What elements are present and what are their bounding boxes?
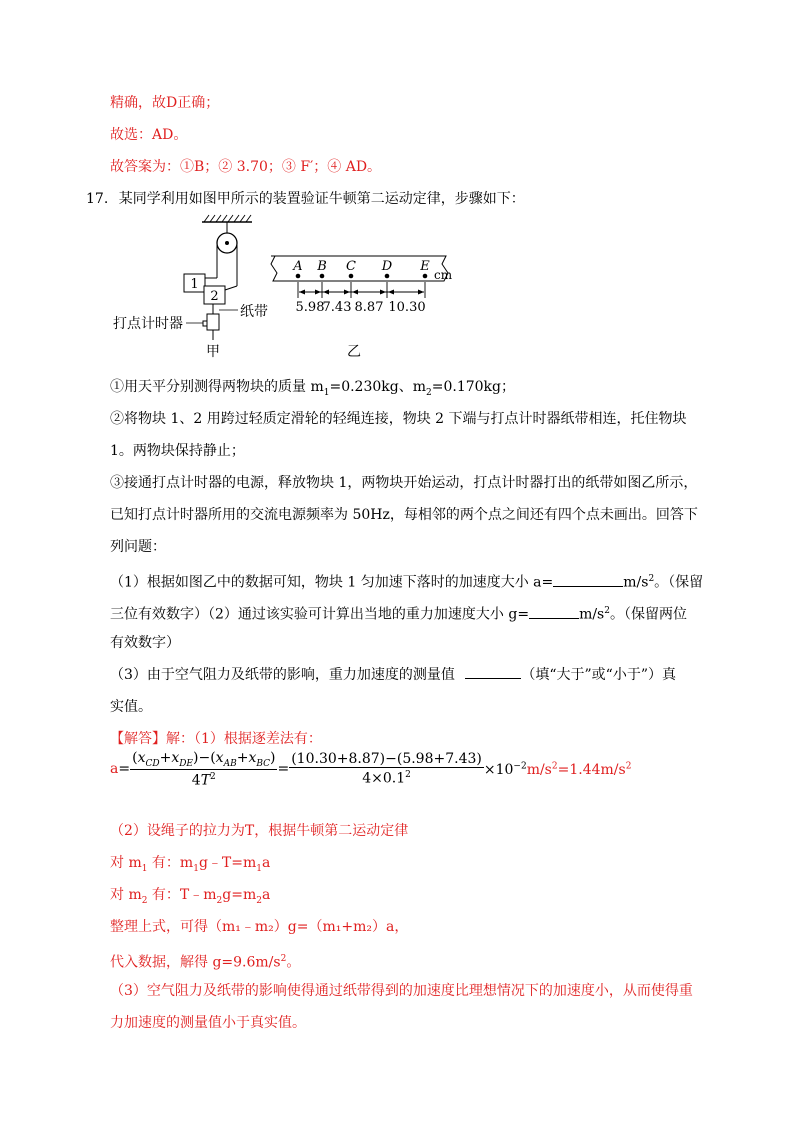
answer-formula: a= $\frac{(x_{CD}+x_{DE})-(x_{AB}+x_{BC})}{4T^2}$ = $\frac{(10.30+8.87)-(5.98+7.43)}{4\times 0.1^2}$ $\times 10^{-2}m/s^2=1.44m/s^2$ — [110, 750, 632, 789]
point-b: B — [317, 259, 327, 274]
question-3-text: （3）由于空气阻力及纸带的影响，重力加速度的测量值 — [110, 667, 455, 683]
answer-blank-compare[interactable] — [465, 666, 521, 679]
question-3-line-1 — [110, 666, 676, 684]
answer-heading — [110, 730, 322, 748]
answer-2-line-3-c: g=m — [222, 887, 257, 903]
question-2-text: 三位有效数字）（2）通过该实验可计算出当地的重力加速度大小 g= — [110, 606, 530, 623]
answer-2-line-1: （2）设绳子的拉力为T，根据牛顿第二运动定律 — [110, 823, 409, 839]
answer-2-line-5: 代入数据，解得 $g=9.6m/s^2$。 — [110, 954, 301, 971]
formula-value: =1.44m/s — [557, 761, 626, 778]
question-1-text: （1）根据如图乙中的数据可知，物块 1 匀加速下落时的加速度大小 a= — [110, 574, 554, 591]
answer-2-line-5-b: 。 — [286, 954, 301, 971]
question-1-line-3: 有效数字） — [110, 635, 180, 651]
step-3-line-2: 已知打点计时器所用的交流电源频率为 50Hz，每相邻的两个点之间还有四个点未画出。回答下 — [110, 507, 698, 523]
tape-label: 纸带 — [240, 304, 268, 320]
distance-de: 10.30 — [388, 300, 426, 315]
answer-2-line-2-d: a — [261, 855, 271, 871]
answer-2-line-2: 对 $m_1$ 有：$m_1g﹣T=m_1a$ — [110, 855, 271, 874]
point-c: C — [346, 259, 356, 274]
experiment-figure — [110, 212, 490, 367]
answer-blank-g[interactable] — [529, 606, 579, 619]
answer-2-line-2-a: 对 m — [110, 855, 142, 871]
answer-3-line-1: （3）空气阻力及纸带的影响使得通过纸带得到的加速度比理想情况下的加速度小，从而使得重 — [110, 983, 693, 999]
figure-tape — [271, 256, 453, 360]
question-1-line-1: （1）根据如图乙中的数据可知，物块 1 匀加速下落时的加速度大小 $a= m/s^2$。（保留 — [110, 574, 704, 591]
step-1-text-a: ①用天平分别测得两物块的质量 m — [110, 379, 324, 395]
answer-2-line-4: 整理上式，可得（m₁﹣m₂）g=（m₁+m₂）a， — [110, 919, 409, 935]
point-e: E — [420, 259, 430, 274]
fig-b-caption: 乙 — [347, 344, 361, 360]
question-1-note: 。（保留 — [654, 574, 704, 591]
answer-2-line-3-d: a — [261, 887, 271, 903]
answer-2-line-2-b: 有：m — [147, 855, 194, 871]
problem-stem — [86, 190, 525, 208]
block-1-label: 1 — [190, 277, 199, 292]
question-2-note: 。（保留两位 — [609, 606, 687, 623]
step-1-text-b: =0.230kg、m — [329, 379, 426, 395]
fig-a-caption: 甲 — [206, 344, 220, 360]
formula-result: $m/s^2=1.44m/s^2$ — [526, 760, 632, 778]
block-2-label: 2 — [210, 289, 219, 304]
answer-2-line-3-a: 对 m — [110, 887, 142, 903]
question-1-line-2: 三位有效数字）（2）通过该实验可计算出当地的重力加速度大小 $g= m/s^2$。（保留两位 — [110, 606, 687, 623]
distance-ab: 5.98 — [295, 300, 325, 315]
step-2-line-2: 1。两物块保持静止； — [110, 443, 245, 459]
problem-stem-text: 某同学利用如图甲所示的装置验证牛顿第二运动定律，步骤如下： — [118, 191, 525, 207]
question-3-note: （填“大于”或“小于”）真 — [521, 667, 676, 683]
question-1-unit: m/s — [623, 574, 649, 591]
formula-unit: m/s — [526, 761, 552, 778]
answer-prev-line-1: 精确，故D正确； — [110, 95, 220, 111]
step-1-text-c: =0.170kg； — [431, 379, 515, 395]
answer-tag: 【解答】 — [110, 731, 166, 747]
question-2-unit: m/s — [579, 606, 605, 623]
answer-2-line-5-a: 代入数据，解得 g=9.6m/s — [110, 954, 281, 971]
step-3-line-1: ③接通打点计时器的电源，释放物块 1，两物块开始运动，打点计时器打出的纸带如图乙所示， — [110, 475, 698, 491]
answer-prev-line-2: 故选：AD。 — [110, 127, 188, 143]
timer-body — [207, 314, 219, 330]
step-1: ①用天平分别测得两物块的质量 $m_1=0.230kg$、$m_2=0.170kg$； — [110, 379, 515, 398]
distance-cd: 8.87 — [354, 300, 384, 315]
question-3-line-2: 实值。 — [110, 699, 152, 715]
answer-blank-a[interactable] — [553, 574, 623, 587]
distance-bc: 7.43 — [322, 300, 352, 315]
tape-unit: cm — [434, 268, 453, 282]
answer-3-line-2: 力加速度的测量值小于真实值。 — [110, 1015, 306, 1031]
formula-a: a — [110, 761, 119, 778]
point-a: A — [293, 259, 303, 274]
figure-apparatus — [113, 215, 268, 360]
problem-number: 17. — [86, 191, 109, 207]
formula-fraction-numeric: $\frac{(10.30+8.87)-(5.98+7.43)}{4\times 0.1^2}$ — [291, 751, 482, 788]
step-3-line-3: 列问题： — [110, 539, 166, 555]
point-d: D — [381, 259, 393, 274]
answer-heading-text: 解：（1）根据逐差法有： — [166, 731, 322, 747]
step-2-line-1: ②将物块 1、2 用跨过轻质定滑轮的轻绳连接，物块 2 下端与打点计时器纸带相连，托住物块 — [110, 411, 687, 427]
answer-2-line-3: 对 $m_2$ 有：$T﹣m_2g=m_2a$ — [110, 887, 271, 906]
timer-label: 打点计时器 — [113, 316, 183, 332]
formula-fraction-symbolic: $\frac{(x_{CD}+x_{DE})-(x_{AB}+x_{BC})}{4T^2}$ — [132, 750, 276, 789]
answer-2-line-2-c: g﹣T=m — [198, 855, 257, 871]
answer-prev-summary: 故答案为：①B；② 3.70；③ F′；④ AD。 — [110, 159, 382, 175]
answer-2-line-3-b: 有：T﹣m — [147, 887, 217, 903]
